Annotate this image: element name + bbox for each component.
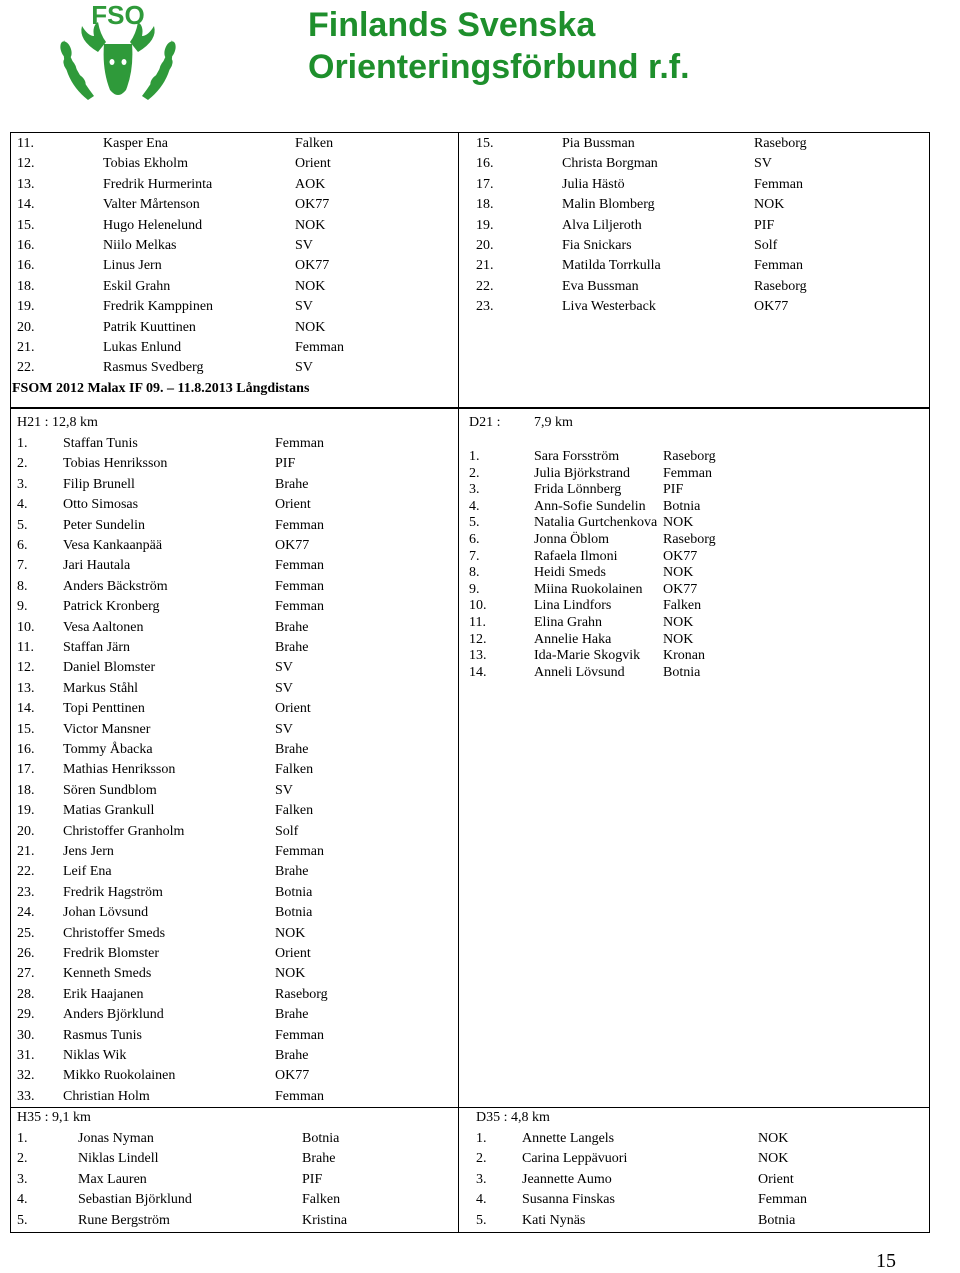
club: Femman: [275, 578, 324, 594]
placing: 19.: [476, 217, 494, 233]
club: OK77: [663, 581, 698, 597]
club: Orient: [275, 701, 311, 717]
runner-name: Anneli Lövsund: [534, 664, 625, 680]
moose-emblem-icon: [48, 0, 188, 110]
placing: 13.: [469, 648, 487, 664]
placing: 9.: [17, 599, 28, 615]
runner-name: Jari Hautala: [63, 558, 131, 574]
runner-name: Fredrik Hagström: [63, 884, 163, 900]
logo-text: FSO: [91, 0, 145, 30]
placing: 1.: [469, 449, 480, 464]
club: Femman: [275, 517, 324, 533]
placing: 7.: [17, 558, 28, 574]
placing: 15.: [17, 217, 35, 233]
club: NOK: [663, 565, 694, 581]
placing: 6.: [17, 538, 28, 553]
club: NOK: [754, 197, 785, 213]
runner-name: Hugo Helenelund: [103, 217, 203, 233]
runner-name: Filip Brunell: [63, 476, 135, 492]
runner-name: Christoffer Granholm: [63, 823, 185, 839]
runner-name: Tobias Ekholm: [103, 156, 188, 172]
runner-name: Annelie Haka: [534, 631, 612, 647]
runner-name: Natalia Gurtchenkova: [534, 515, 658, 531]
placing: 18.: [476, 197, 494, 213]
placing: 26.: [17, 946, 35, 961]
placing: 29.: [17, 1007, 35, 1023]
club: SV: [275, 721, 293, 737]
club: Botnia: [758, 1212, 796, 1228]
runner-name: Heidi Smeds: [534, 565, 606, 581]
club: Raseborg: [754, 278, 807, 294]
club: Femman: [275, 436, 324, 451]
club: Falken: [275, 762, 314, 778]
placing: 21.: [17, 340, 35, 355]
club: Kronan: [663, 648, 705, 664]
club: Raseborg: [663, 449, 716, 464]
runner-name: Ida-Marie Skogvik: [534, 648, 641, 664]
club: NOK: [663, 631, 694, 647]
club: NOK: [295, 278, 326, 294]
club: Raseborg: [275, 986, 328, 1002]
placing: 4.: [469, 498, 480, 514]
club: Femman: [754, 258, 803, 274]
placing: 3.: [17, 1171, 28, 1187]
club: NOK: [295, 217, 326, 233]
runner-name: Anders Björklund: [63, 1007, 164, 1023]
placing: 13.: [17, 176, 35, 192]
runner-name: Lina Lindfors: [534, 598, 612, 614]
h35-class-header: H35 : 9,1 km: [17, 1110, 91, 1125]
runner-name: Fredrik Blomster: [63, 946, 160, 961]
club: NOK: [663, 615, 694, 630]
runner-name: Victor Mansner: [63, 721, 151, 737]
title-line-1: Finlands Svenska: [308, 6, 596, 44]
runner-name: Markus Ståhl: [63, 680, 139, 696]
placing: 22.: [476, 278, 494, 294]
club: Botnia: [275, 884, 313, 900]
runner-name: Malin Blomberg: [562, 197, 655, 213]
club: Botnia: [302, 1131, 340, 1146]
runner-name: Rasmus Svedberg: [103, 360, 204, 376]
runner-name: Daniel Blomster: [63, 660, 156, 676]
club: Brahe: [275, 476, 309, 492]
runner-name: Vesa Aaltonen: [63, 619, 144, 635]
runner-name: Matilda Torrkulla: [562, 258, 661, 274]
club: Femman: [275, 844, 324, 859]
placing: 2.: [476, 1151, 487, 1167]
placing: 20.: [17, 823, 35, 839]
placing: 17.: [17, 762, 35, 778]
runner-name: Kasper Ena: [103, 136, 168, 151]
runner-name: Topi Penttinen: [63, 701, 145, 717]
runner-name: Alva Liljeroth: [562, 217, 642, 233]
club: NOK: [758, 1131, 789, 1146]
club: Orient: [275, 946, 311, 961]
runner-name: Christian Holm: [63, 1088, 150, 1104]
placing: 5.: [476, 1212, 487, 1228]
runner-name: Tobias Henriksson: [63, 456, 168, 472]
runner-name: Fredrik Hurmerinta: [103, 176, 213, 192]
club: Femman: [275, 558, 324, 574]
club: Botnia: [275, 905, 313, 921]
club: Raseborg: [754, 136, 807, 151]
club: SV: [295, 360, 313, 376]
placing: 1.: [17, 1131, 28, 1146]
runner-name: Erik Haajanen: [63, 986, 144, 1002]
placing: 10.: [17, 619, 35, 635]
title-line-2: Orienteringsförbund r.f.: [308, 48, 690, 86]
placing: 30.: [17, 1027, 35, 1043]
club: Falken: [302, 1192, 341, 1208]
runner-name: Jeannette Aumo: [522, 1171, 612, 1187]
h21-class-header: H21 : 12,8 km: [17, 415, 98, 430]
club: Brahe: [275, 640, 309, 655]
runner-name: Ann-Sofie Sundelin: [534, 498, 646, 514]
runner-name: Rune Bergström: [78, 1212, 170, 1228]
runner-name: Jens Jern: [63, 844, 114, 859]
club: Brahe: [275, 742, 309, 757]
placing: 4.: [17, 497, 28, 513]
placing: 14.: [17, 701, 35, 717]
club: Brahe: [275, 619, 309, 635]
placing: 3.: [17, 476, 28, 492]
runner-name: Patrik Kuuttinen: [103, 319, 196, 335]
club: SV: [754, 156, 772, 172]
placing: 16.: [17, 258, 35, 274]
placing: 12.: [17, 660, 35, 676]
club: OK77: [275, 1068, 310, 1084]
placing: 18.: [17, 278, 35, 294]
club: Solf: [275, 823, 299, 839]
runner-name: Vesa Kankaanpää: [63, 538, 163, 553]
club: NOK: [275, 925, 306, 941]
placing: 16.: [476, 156, 494, 172]
d21-class-label: D21 :: [469, 415, 501, 430]
runner-name: Eskil Grahn: [103, 278, 171, 294]
placing: 21.: [476, 258, 494, 274]
runner-name: Anders Bäckström: [63, 578, 168, 594]
club: Falken: [663, 598, 702, 614]
club: PIF: [302, 1171, 323, 1187]
runner-name: Linus Jern: [103, 258, 162, 274]
placing: 8.: [469, 565, 480, 581]
runner-name: Elina Grahn: [534, 615, 603, 630]
runner-name: Liva Westerback: [562, 299, 656, 315]
runner-name: Mathias Henriksson: [63, 762, 176, 778]
placing: 5.: [469, 515, 480, 531]
club: Femman: [275, 1027, 324, 1043]
placing: 16.: [17, 742, 35, 757]
placing: 16.: [17, 238, 35, 253]
club: Femman: [758, 1192, 807, 1208]
placing: 5.: [17, 1212, 28, 1228]
placing: 15.: [476, 136, 494, 151]
runner-name: Christoffer Smeds: [63, 925, 166, 941]
club: Botnia: [663, 664, 701, 680]
runner-name: Niklas Lindell: [78, 1151, 159, 1167]
runner-name: Pia Bussman: [562, 136, 635, 151]
runner-name: Staffan Tunis: [63, 436, 138, 451]
fso-logo: [48, 0, 188, 110]
runner-name: Sören Sundblom: [63, 782, 157, 798]
event-title: FSOM 2012 Malax IF 09. – 11.8.2013 Långdistans: [12, 381, 310, 396]
placing: 27.: [17, 966, 35, 982]
placing: 12.: [17, 156, 35, 172]
placing: 5.: [17, 517, 28, 533]
placing: 28.: [17, 986, 35, 1002]
club: NOK: [758, 1151, 789, 1167]
runner-name: Carina Leppävuori: [522, 1151, 628, 1167]
runner-name: Johan Lövsund: [63, 905, 149, 921]
club: SV: [295, 238, 313, 253]
club: Brahe: [275, 864, 309, 880]
runner-name: Rasmus Tunis: [63, 1027, 142, 1043]
runner-name: Julia Björkstrand: [534, 465, 631, 481]
placing: 20.: [17, 319, 35, 335]
placing: 24.: [17, 905, 35, 921]
runner-name: Rafaela Ilmoni: [534, 548, 618, 564]
club: Raseborg: [663, 532, 716, 547]
results-box-top-right: [458, 132, 930, 408]
placing: 11.: [17, 136, 34, 151]
runner-name: Matias Grankull: [63, 803, 155, 819]
club: PIF: [275, 456, 296, 472]
placing: 4.: [476, 1192, 487, 1208]
placing: 23.: [476, 299, 494, 315]
runner-name: Jonas Nyman: [78, 1131, 154, 1146]
placing: 11.: [469, 615, 486, 630]
placing: 11.: [17, 640, 34, 655]
club: Solf: [754, 238, 778, 253]
placing: 8.: [17, 578, 28, 594]
runner-name: Lukas Enlund: [103, 340, 182, 355]
runner-name: Peter Sundelin: [63, 517, 146, 533]
runner-name: Patrick Kronberg: [63, 599, 160, 615]
club: Brahe: [275, 1007, 309, 1023]
club: Falken: [275, 803, 314, 819]
club: Orient: [758, 1171, 794, 1187]
placing: 22.: [17, 360, 35, 376]
placing: 21.: [17, 844, 35, 859]
placing: 20.: [476, 238, 494, 253]
runner-name: Mikko Ruokolainen: [63, 1068, 176, 1084]
club: Botnia: [663, 498, 701, 514]
placing: 9.: [469, 581, 480, 597]
runner-name: Annette Langels: [522, 1131, 615, 1146]
club: Orient: [275, 497, 311, 513]
placing: 10.: [469, 598, 487, 614]
placing: 22.: [17, 864, 35, 880]
club: Orient: [295, 156, 331, 172]
placing: 19.: [17, 299, 35, 315]
runner-name: Leif Ena: [63, 864, 112, 880]
club: NOK: [295, 319, 326, 335]
club: Femman: [754, 176, 803, 192]
placing: 4.: [17, 1192, 28, 1208]
organization-title: [308, 4, 690, 88]
placing: 32.: [17, 1068, 35, 1084]
club: NOK: [275, 966, 306, 982]
placing: 2.: [469, 465, 480, 481]
club: Femman: [275, 1088, 324, 1104]
runner-name: Kenneth Smeds: [63, 966, 152, 982]
placing: 3.: [469, 482, 480, 498]
runner-name: Niklas Wik: [63, 1048, 127, 1063]
club: PIF: [754, 217, 775, 233]
runner-name: Eva Bussman: [562, 278, 639, 294]
club: Femman: [295, 340, 344, 355]
d35-class-header: D35 : 4,8 km: [476, 1110, 550, 1125]
club: Brahe: [275, 1048, 309, 1063]
results-box-top-left: [10, 132, 459, 408]
club: SV: [275, 680, 293, 696]
runner-name: Julia Hästö: [562, 176, 625, 192]
club: OK77: [295, 197, 330, 213]
placing: 14.: [469, 664, 487, 680]
placing: 12.: [469, 631, 487, 647]
placing: 25.: [17, 925, 35, 941]
club: AOK: [295, 176, 326, 192]
runner-name: Christa Borgman: [562, 156, 658, 172]
placing: 14.: [17, 197, 35, 213]
club: Brahe: [302, 1151, 336, 1167]
runner-name: Miina Ruokolainen: [534, 581, 643, 597]
runner-name: Fredrik Kamppinen: [103, 299, 214, 315]
club: PIF: [663, 482, 684, 498]
placing: 23.: [17, 884, 35, 900]
club: Femman: [663, 465, 712, 481]
club: Femman: [275, 599, 324, 615]
placing: 1.: [476, 1131, 487, 1146]
placing: 19.: [17, 803, 35, 819]
placing: 2.: [17, 456, 28, 472]
club: SV: [275, 782, 293, 798]
placing: 15.: [17, 721, 35, 737]
runner-name: Otto Simosas: [63, 497, 139, 513]
placing: 2.: [17, 1151, 28, 1167]
club: SV: [275, 660, 293, 676]
club: OK77: [754, 299, 789, 315]
club: SV: [295, 299, 313, 315]
runner-name: Max Lauren: [78, 1171, 147, 1187]
placing: 18.: [17, 782, 35, 798]
placing: 31.: [17, 1048, 35, 1063]
runner-name: Staffan Järn: [63, 640, 130, 655]
placing: 7.: [469, 548, 480, 564]
club: OK77: [663, 548, 698, 564]
runner-name: Frida Lönnberg: [534, 482, 622, 498]
club: OK77: [295, 258, 330, 274]
runner-name: Sara Forsström: [534, 449, 620, 464]
runner-name: Susanna Finskas: [522, 1192, 615, 1208]
placing: 1.: [17, 436, 28, 451]
runner-name: Sebastian Björklund: [78, 1192, 192, 1208]
runner-name: Fia Snickars: [562, 238, 632, 253]
runner-name: Valter Mårtenson: [103, 197, 200, 213]
placing: 13.: [17, 680, 35, 696]
club: Kristina: [302, 1212, 348, 1228]
runner-name: Niilo Melkas: [103, 238, 177, 253]
club: NOK: [663, 515, 694, 531]
runner-name: Tommy Åbacka: [63, 742, 153, 757]
club: OK77: [275, 538, 310, 553]
club: Falken: [295, 136, 334, 151]
runner-name: Kati Nynäs: [522, 1212, 586, 1228]
placing: 33.: [17, 1088, 35, 1104]
placing: 17.: [476, 176, 494, 192]
page-number: 15: [876, 1250, 896, 1272]
placing: 3.: [476, 1171, 487, 1187]
placing: 6.: [469, 532, 480, 547]
d21-distance: 7,9 km: [534, 415, 573, 430]
runner-name: Jonna Öblom: [534, 532, 610, 547]
